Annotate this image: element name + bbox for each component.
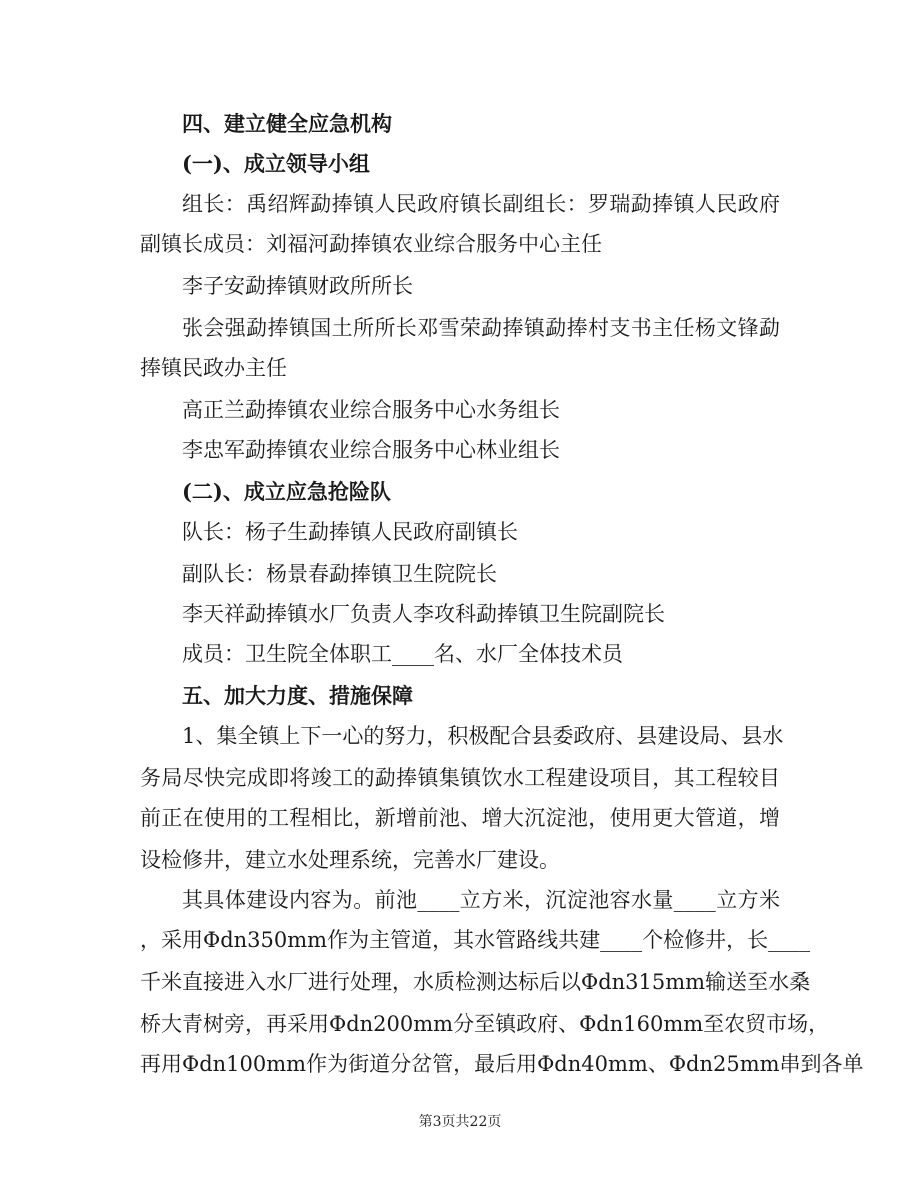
text-line: 1、集全镇上下一心的努力，积极配合县委政府、县建设局、县水: [182, 724, 784, 748]
text-line: 张会强勐捧镇国土所所长邓雪荣勐捧镇勐捧村支书主任杨文锋勐: [182, 316, 780, 340]
text-line: 高正兰勐捧镇农业综合服务中心水务组长: [182, 398, 560, 422]
subsection-heading-1: (一)、成立领导小组: [182, 151, 370, 176]
text-line: 组长：禹绍辉勐捧镇人民政府镇长副组长：罗瑞勐捧镇人民政府: [182, 192, 780, 216]
text-line: 前正在使用的工程相比，新增前池、增大沉淀池，使用更大管道，增: [140, 806, 780, 830]
text-line: 副镇长成员：刘福河勐捧镇农业综合服务中心主任: [140, 232, 602, 256]
text-line: ，采用Φdn350mm作为主管道，其水管路线共建____个检修井，长____: [140, 928, 811, 952]
text-line: 桥大青树旁，再采用Φdn200mm分至镇政府、Φdn160mm至农贸市场，: [140, 1012, 830, 1036]
text-line: 其具体建设内容为。前池____立方米，沉淀池容水量____立方米: [182, 888, 780, 912]
text-line: 李天祥勐捧镇水厂负责人李攻科勐捧镇卫生院副院长: [182, 602, 665, 626]
text-line: 成员：卫生院全体职工____名、水厂全体技术员: [182, 642, 623, 666]
text-line: 捧镇民政办主任: [140, 356, 287, 380]
section-heading-5: 五、加大力度、措施保障: [182, 683, 413, 708]
subsection-heading-2: (二)、成立应急抢险队: [182, 479, 391, 504]
section-heading-4: 四、建立健全应急机构: [182, 111, 392, 136]
page-number: 第3页共22页: [418, 1114, 502, 1130]
text-line: 李子安勐捧镇财政所所长: [182, 274, 413, 298]
text-line: 副队长：杨景春勐捧镇卫生院院长: [182, 562, 497, 586]
text-line: 务局尽快完成即将竣工的勐捧镇集镇饮水工程建设项目，其工程较目: [140, 766, 780, 790]
text-line: 队长：杨子生勐捧镇人民政府副镇长: [182, 520, 518, 544]
text-line: 千米直接进入水厂进行处理，水质检测达标后以Φdn315mm输送至水桑: [140, 970, 811, 994]
text-line: 再用Φdn100mm作为街道分岔管，最后用Φdn40mm、Φdn25mm串到各单: [140, 1052, 864, 1076]
text-line: 李忠军勐捧镇农业综合服务中心林业组长: [182, 438, 560, 462]
text-line: 设检修井，建立水处理系统，完善水厂建设。: [140, 848, 560, 872]
